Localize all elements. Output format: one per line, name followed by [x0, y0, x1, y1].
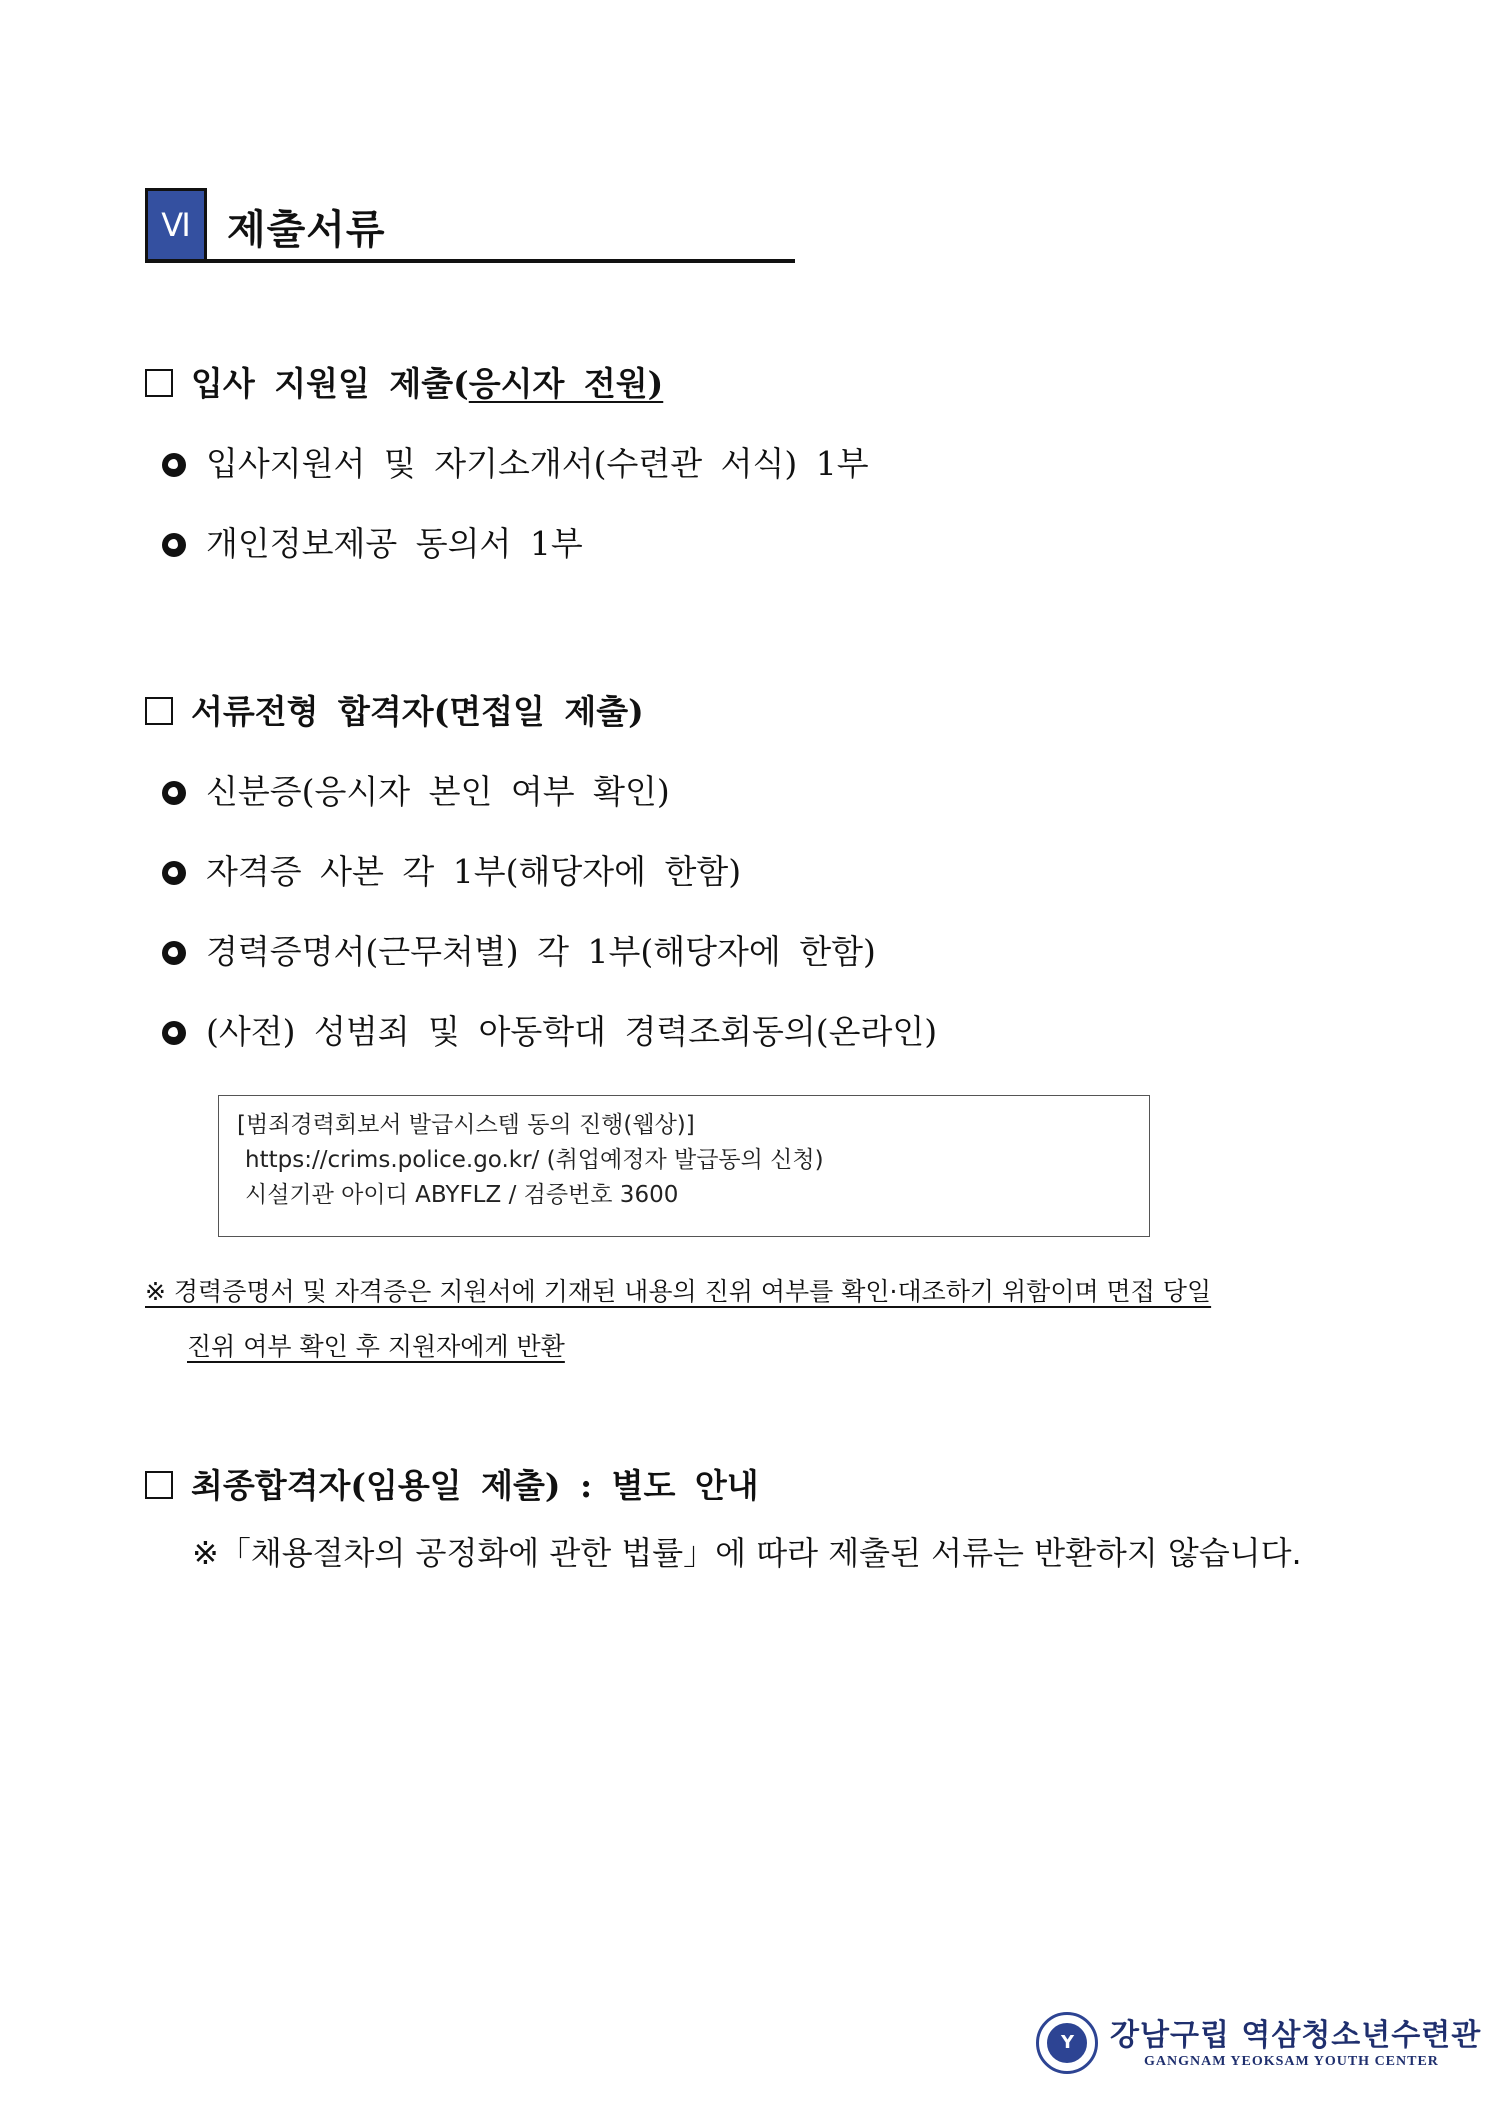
logo-name-korean: 강남구립 역삼청소년수련관 [1110, 2018, 1482, 2053]
circle-bullet-icon [162, 1021, 186, 1045]
section-header-rule [145, 259, 795, 263]
section-number-badge: Ⅵ [145, 188, 207, 262]
info-box-title: [범죄경력회보서 발급시스템 동의 진행(웹상)] [237, 1112, 695, 1138]
circle-bullet-icon [162, 781, 186, 805]
logo-name-english: GANGNAM YEOKSAM YOUTH CENTER [1144, 2054, 1439, 2069]
heading-final-pass: 최종합격자(임용일 제출) : 별도 안내 [145, 1460, 759, 1507]
circle-bullet-icon [162, 453, 186, 477]
list-item: 개인정보제공 동의서 1부 [162, 518, 583, 565]
checkbox-square-icon [145, 697, 173, 725]
note-line-1: ※ 경력증명서 및 자격증은 지원서에 기재된 내용의 진위 여부를 확인·대조하기 위함이며 면접 당일 [145, 1277, 1212, 1306]
heading-document-screening: 서류전형 합격자(면접일 제출) [145, 686, 644, 733]
list-item: 자격증 사본 각 1부(해당자에 한함) [162, 846, 741, 893]
list-item: 신분증(응시자 본인 여부 확인) [162, 766, 670, 813]
list-item: 경력증명서(근무처별) 각 1부(해당자에 한함) [162, 926, 876, 973]
section-header [145, 188, 795, 262]
heading-application-day: 입사 지원일 제출(응시자 전원) [145, 358, 663, 405]
checkbox-square-icon [145, 369, 173, 397]
info-box-credentials: 시설기관 아이디 ABYFLZ / 검증번호 3600 [245, 1182, 679, 1208]
final-note: ※「채용절차의 공정화에 관한 법률」에 따라 제출된 서류는 반환하지 않습니다. [192, 1534, 1302, 1572]
organization-logo [1036, 2010, 1482, 2082]
info-box-url: https://crims.police.go.kr/ (취업예정자 발급동의 신청) [245, 1147, 824, 1173]
circle-bullet-icon [162, 533, 186, 557]
section-title: 제출서류 [227, 207, 386, 253]
list-item: 입사지원서 및 자기소개서(수련관 서식) 1부 [162, 438, 869, 485]
list-item: (사전) 성범죄 및 아동학대 경력조회동의(온라인) [162, 1006, 937, 1053]
criminal-record-info-box [218, 1095, 1150, 1237]
checkbox-square-icon [145, 1471, 173, 1499]
circle-bullet-icon [162, 861, 186, 885]
seal-emblem-icon: Y [1036, 2012, 1098, 2074]
note-line-2: 진위 여부 확인 후 지원자에게 반환 [187, 1332, 565, 1361]
circle-bullet-icon [162, 941, 186, 965]
